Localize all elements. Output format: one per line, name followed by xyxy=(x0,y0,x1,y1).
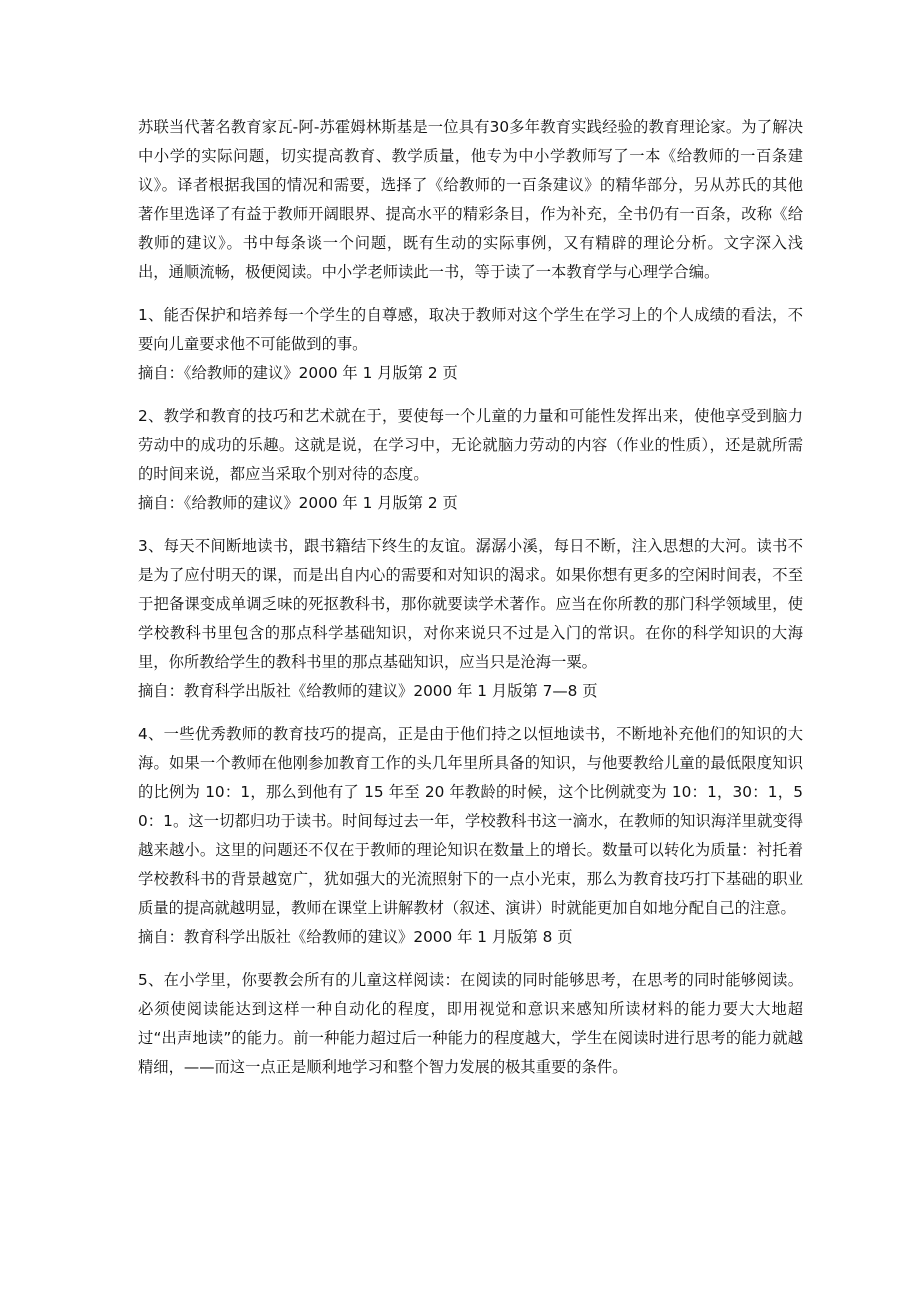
intro-block xyxy=(138,113,803,287)
entry-4 xyxy=(138,720,803,952)
entry-text: 1、能否保护和培养每一个学生的自尊感，取决于教师对这个学生在学习上的个人成绩的看法，不要向儿童要求他不可能做到的事。 xyxy=(138,306,803,353)
document-page xyxy=(138,113,803,1096)
entry-source: 摘自：教育科学出版社《给教师的建议》2000 年 1 月版第 8 页 xyxy=(138,928,573,946)
entry-source: 摘自：《给教师的建议》2000 年 1 月版第 2 页 xyxy=(138,364,458,382)
entry-text: 5、在小学里，你要教会所有的儿童这样阅读：在阅读的同时能够思考，在思考的同时能够阅读。必须使阅读能达到这样一种自动化的程度，即用视觉和意识来感知所读材料的能力要大大地超过“出声地读”的能力。前一种能力超过后一种能力的程度越大，学生在阅读时进行思考的能力就越精细，——而这一点正是顺利地学习和整个智力发展的极其重要的条件。 xyxy=(138,971,803,1076)
entry-source: 摘自：教育科学出版社《给教师的建议》2000 年 1 月版第 7—8 页 xyxy=(138,682,598,700)
entry-text: 4、一些优秀教师的教育技巧的提高，正是由于他们持之以恒地读书，不断地补充他们的知识的大海。如果一个教师在他刚参加教育工作的头几年里所具备的知识，与他要教给儿童的最低限度知识的比例为 10：1，那么到他有了 15 年至 20 年教龄的时候，这个比例就变为 10：1，30：1，50：1。这一切都归功于读书。时间每过去一年，学校教科书这一滴水，在教师的知识海洋里就变得越来越小。这里的问题还不仅在于教师的理论知识在数量上的增长。数量可以转化为质量：衬托着学校教科书的背景越宽广，犹如强大的光流照射下的一点小光束，那么为教育技巧打下基础的职业质量的提高就越明显，教师在课堂上讲解教材（叙述、演讲）时就能更加自如地分配自己的注意。 xyxy=(138,725,803,917)
entry-2 xyxy=(138,402,803,518)
entry-3 xyxy=(138,532,803,706)
entry-text: 2、教学和教育的技巧和艺术就在于，要使每一个儿童的力量和可能性发挥出来，使他享受到脑力劳动中的成功的乐趣。这就是说，在学习中，无论就脑力劳动的内容（作业的性质），还是就所需的时间来说，都应当采取个别对待的态度。 xyxy=(138,407,803,483)
intro-paragraph: 苏联当代著名教育家瓦-阿-苏霍姆林斯基是一位具有30多年教育实践经验的教育理论家。为了解决中小学的实际问题，切实提高教育、教学质量，他专为中小学教师写了一本《给教师的一百条建议》。译者根据我国的情况和需要，选择了《给教师的一百条建议》的精华部分，另从苏氏的其他著作里选译了有益于教师开阔眼界、提高水平的精彩条目，作为补充，全书仍有一百条，改称《给教师的建议》。书中每条谈一个问题，既有生动的实际事例，又有精辟的理论分析。文字深入浅出，通顺流畅，极便阅读。中小学老师读此一书，等于读了一本教育学与心理学合编。 xyxy=(138,118,803,281)
entry-1 xyxy=(138,301,803,388)
entry-5 xyxy=(138,966,803,1082)
entry-source: 摘自：《给教师的建议》2000 年 1 月版第 2 页 xyxy=(138,494,458,512)
entry-text: 3、每天不间断地读书，跟书籍结下终生的友谊。潺潺小溪，每日不断，注入思想的大河。读书不是为了应付明天的课，而是出自内心的需要和对知识的渴求。如果你想有更多的空闲时间表，不至于把备课变成单调乏味的死抠教科书，那你就要读学术著作。应当在你所教的那门科学领域里，使学校教科书里包含的那点科学基础知识，对你来说只不过是入门的常识。在你的科学知识的大海里，你所教给学生的教科书里的那点基础知识，应当只是沧海一粟。 xyxy=(138,537,803,671)
